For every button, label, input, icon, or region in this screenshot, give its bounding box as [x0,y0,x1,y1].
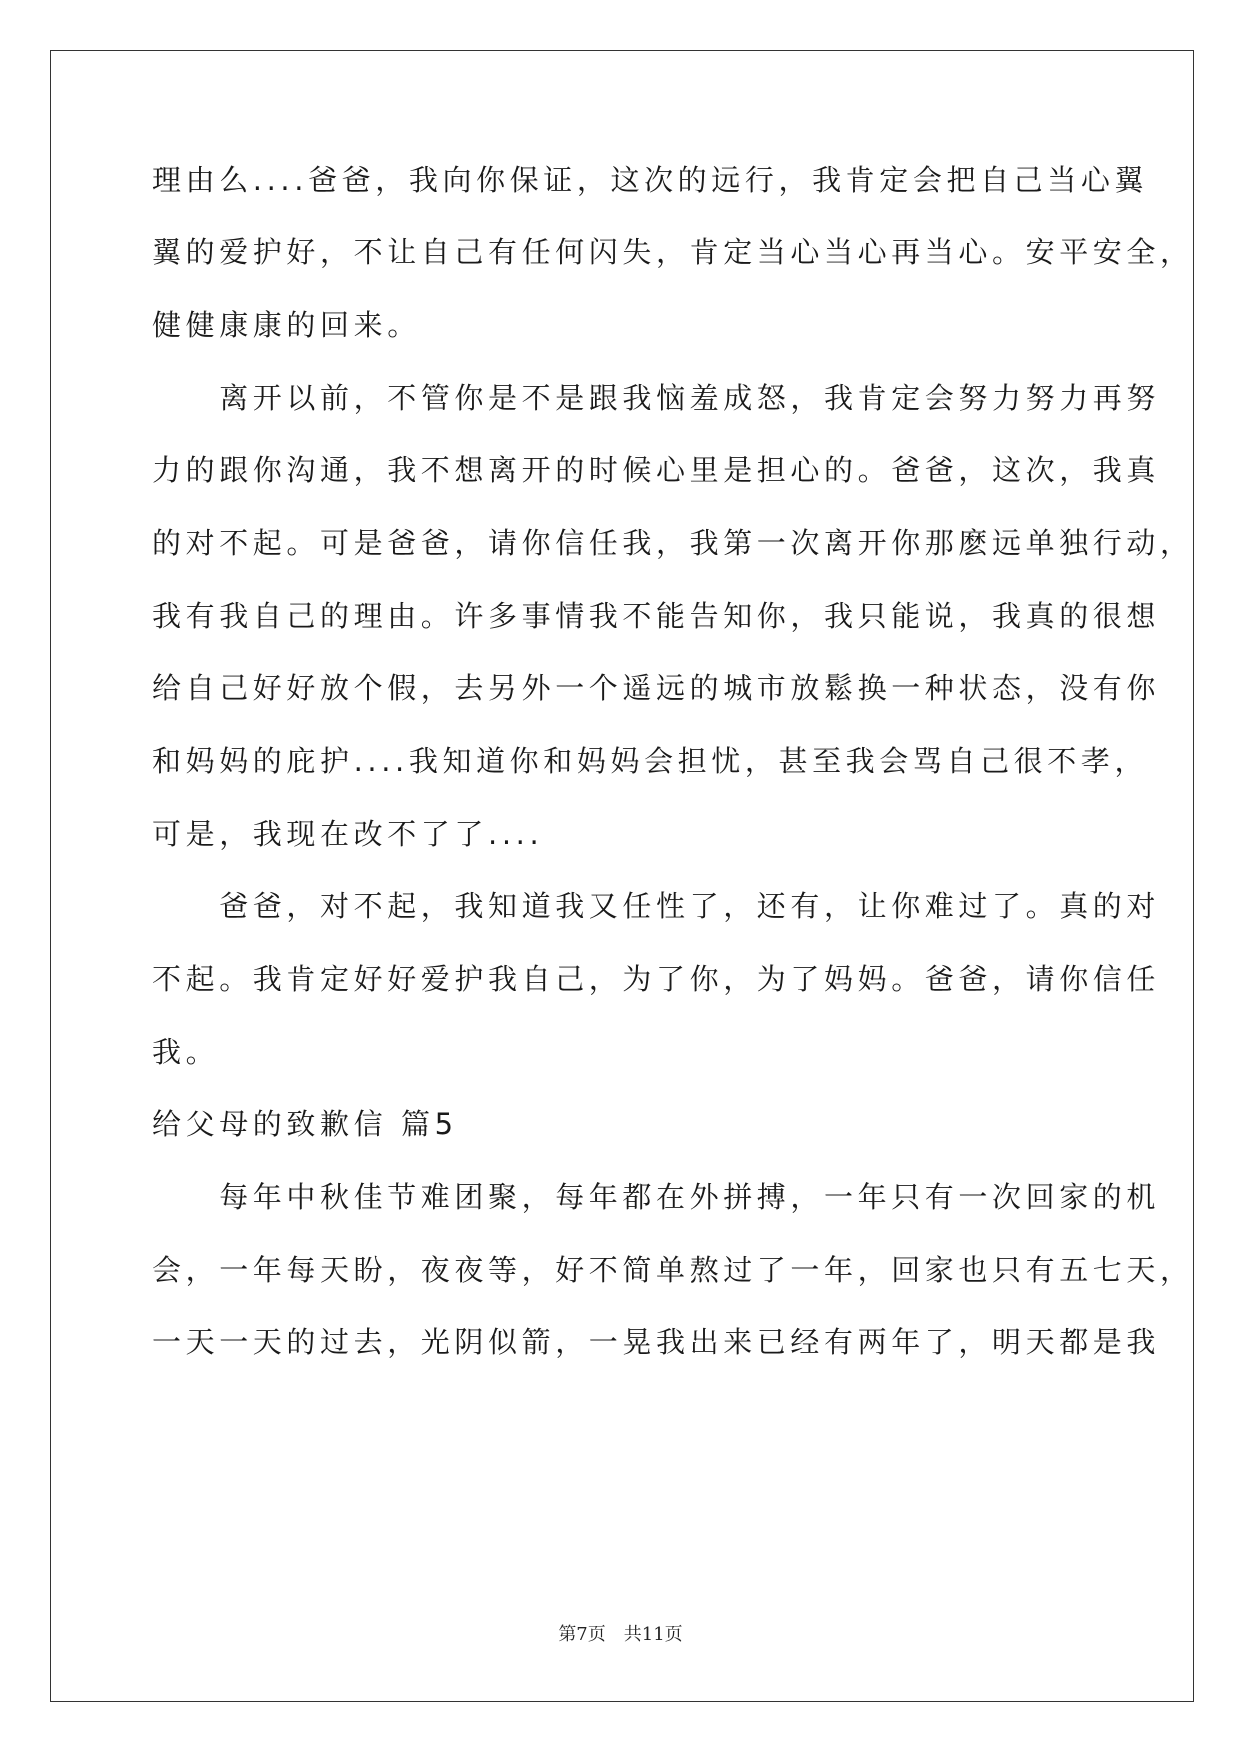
text-line: 的对不起。可是爸爸，请你信任我，我第一次离开你那麽远单独行动， [152,526,1194,560]
page-border [50,50,1194,1702]
text-line: 一天一天的过去，光阴似箭，一晃我出来已经有两年了，明天都是我 [152,1325,1161,1359]
text-line: 健健康康的回来。 [152,308,421,342]
text-line: 我有我自己的理由。许多事情我不能告知你，我只能说，我真的很想 [152,599,1161,633]
text-line: 翼的爱护好，不让自己有任何闪失，肯定当心当心再当心。安平安全， [152,235,1194,269]
section-heading: 给父母的致歉信 篇5 [152,1107,458,1141]
text-line: 我。 [152,1035,220,1069]
text-line: 每年中秋佳节难团聚，每年都在外拼搏，一年只有一次回家的机 [152,1180,1161,1214]
text-line: 不起。我肯定好好爱护我自己，为了你，为了妈妈。爸爸，请你信任 [152,962,1161,996]
text-line: 离开以前，不管你是不是跟我恼羞成怒，我肯定会努力努力再努 [152,381,1161,415]
page-number: 第7页 共11页 [558,1624,683,1645]
text-line: 力的跟你沟通，我不想离开的时候心里是担心的。爸爸，这次，我真 [152,453,1161,487]
text-line: 和妈妈的庇护....我知道你和妈妈会担忧，甚至我会骂自己很不孝， [152,744,1149,778]
text-line: 给自己好好放个假，去另外一个遥远的城市放鬆换一种状态，没有你 [152,671,1161,705]
text-line: 可是，我现在改不了了.... [152,817,544,851]
text-line: 爸爸，对不起，我知道我又任性了，还有，让你难过了。真的对 [152,889,1161,923]
text-line: 理由么....爸爸，我向你保证，这次的远行，我肯定会把自己当心翼 [152,163,1149,197]
text-line: 会，一年每天盼，夜夜等，好不简单熬过了一年，回家也只有五七天， [152,1253,1194,1287]
